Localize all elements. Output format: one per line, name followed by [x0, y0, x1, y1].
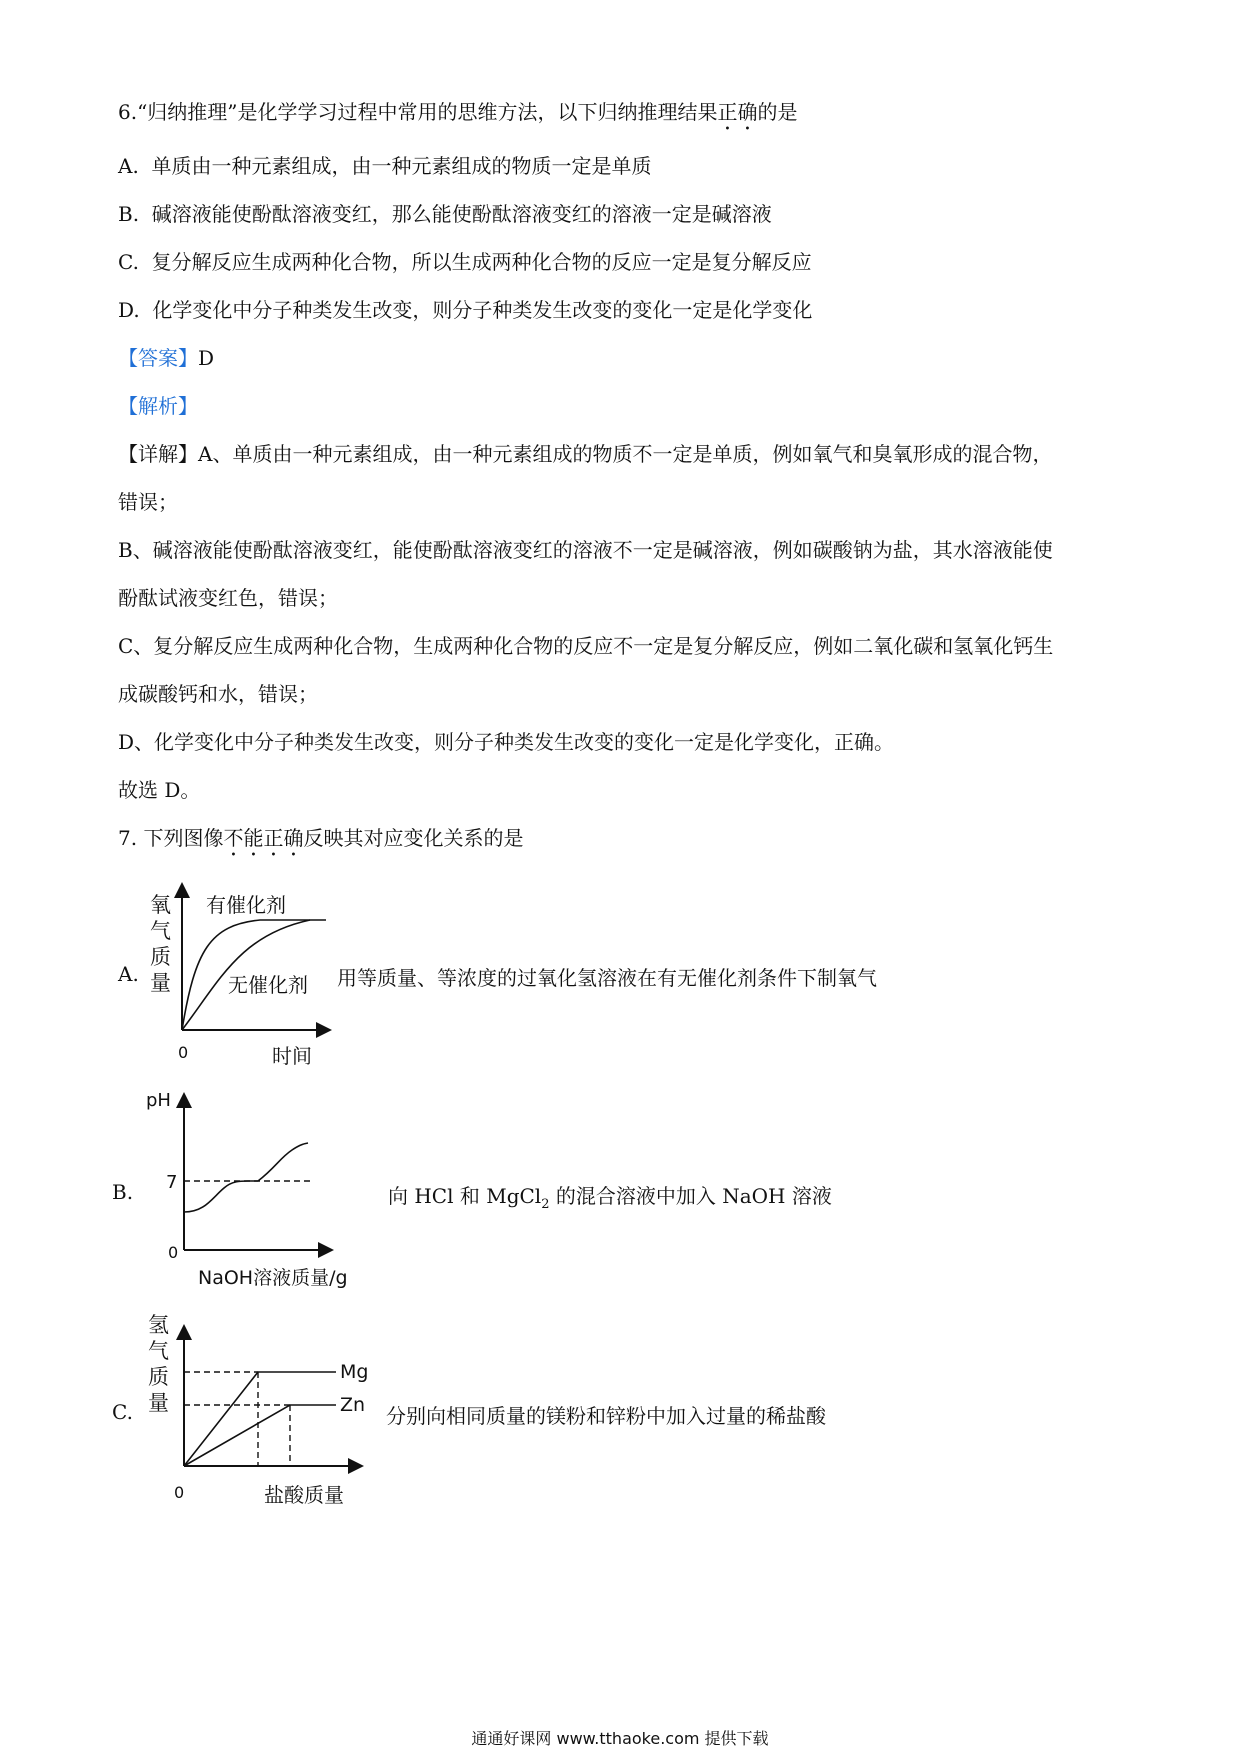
q6-answer: [118, 344, 214, 372]
option-text: 单质由一种元素组成，由一种元素组成的物质一定是单质: [151, 154, 652, 178]
mg-curve: [184, 1372, 336, 1466]
q6-detail-line-1: [118, 440, 1052, 468]
q7-stem-part1: 7. 下列图像: [118, 826, 224, 850]
origin-label: 0: [168, 1243, 179, 1262]
y-label-char-1: 氧: [150, 893, 171, 917]
y-label-char-3: 质: [150, 945, 171, 969]
q6-stem-emphasis: 正确: [717, 100, 758, 124]
detail-text: A、单质由一种元素组成，由一种元素组成的物质不一定是单质，例如氧气和臭氧形成的混合物，: [198, 442, 1053, 466]
y-label-char-2: 气: [148, 1339, 169, 1363]
option-letter: B.: [118, 202, 140, 226]
q7-option-a-letter: A.: [118, 962, 139, 986]
q6-stem: [118, 98, 798, 135]
q7-option-b-graph: [140, 1088, 400, 1288]
q7-stem-part2: 反映其对应变化关系的是: [303, 826, 524, 850]
q7-stem-emphasis: 不能正确: [223, 826, 304, 850]
x-axis-label: 盐酸质量: [264, 1483, 344, 1507]
option-text: 复分解反应生成两种化合物，所以生成两种化合物的反应一定是复分解反应: [151, 250, 812, 274]
y-tick-7: 7: [166, 1172, 178, 1193]
y-label-char-4: 量: [150, 971, 171, 995]
curve-label-catalyst: 有催化剂: [206, 893, 286, 917]
q7-option-c-description: 分别向相同质量的镁粉和锌粉中加入过量的稀盐酸: [386, 1404, 826, 1428]
q7-stem: [118, 824, 523, 861]
curve-label-mg: Mg: [340, 1361, 369, 1383]
page-footer: 通通好课网 www.tthaoke.com 提供下载: [471, 1729, 769, 1748]
option-letter: A.: [118, 154, 139, 178]
origin-label: 0: [178, 1043, 189, 1062]
y-label-char-4: 量: [148, 1391, 169, 1415]
option-letter: C.: [118, 250, 139, 274]
answer-label: 【答案】: [118, 346, 198, 370]
zn-curve: [184, 1405, 336, 1466]
q6-option-d: [118, 296, 812, 324]
y-axis-label: pH: [146, 1090, 171, 1111]
curve-label-zn: Zn: [340, 1394, 366, 1416]
analysis-label: 【解析】: [118, 394, 198, 418]
q6-detail-line-5: C、复分解反应生成两种化合物，生成两种化合物的反应不一定是复分解反应，例如二氧化碳和氢氧化钙生: [118, 634, 1054, 658]
description-part2: 的混合溶液中加入 NaOH 溶液: [549, 1184, 832, 1208]
option-text: 碱溶液能使酚酞溶液变红，那么能使酚酞溶液变红的溶液一定是碱溶液: [151, 202, 772, 226]
q7-option-c-letter: C.: [112, 1400, 133, 1424]
y-label-char-1: 氢: [148, 1313, 169, 1337]
q6-detail-line-6: 成碳酸钙和水，错误；: [118, 682, 318, 706]
q7-option-b-letter: B.: [112, 1180, 134, 1204]
ph-curve: [184, 1143, 308, 1212]
y-label-char-2: 气: [150, 919, 171, 943]
q7-option-a-graph: [140, 880, 340, 1070]
answer-value: D: [198, 346, 215, 370]
q7-option-a-description: 用等质量、等浓度的过氧化氢溶液在有无催化剂条件下制氧气: [337, 966, 877, 990]
option-text: 化学变化中分子种类发生改变，则分子种类发生改变的变化一定是化学变化: [152, 298, 813, 322]
q6-detail-line-2: 错误；: [118, 490, 178, 514]
q6-detail-line-7: D、化学变化中分子种类发生改变，则分子种类发生改变的变化一定是化学变化，正确。: [118, 730, 895, 754]
option-letter: D.: [118, 298, 140, 322]
q6-detail-line-4: 酚酞试液变红色，错误；: [118, 586, 338, 610]
description-part1: 向 HCl 和 MgCl: [388, 1184, 542, 1208]
q6-detail-line-8: 故选 D。: [118, 778, 201, 802]
curve-label-no-catalyst: 无催化剂: [228, 973, 308, 997]
description-subscript: 2: [541, 1197, 550, 1212]
detail-label: 【详解】: [118, 442, 198, 466]
q6-analysis: [118, 392, 198, 420]
q6-detail-line-3: B、碱溶液能使酚酞溶液变红，能使酚酞溶液变红的溶液不一定是碱溶液，例如碳酸钠为盐，其水溶液能使: [118, 538, 1053, 562]
q7-option-c-graph: [140, 1310, 390, 1510]
x-axis-label: NaOH溶液质量/g: [198, 1267, 348, 1288]
q6-option-b: [118, 200, 772, 228]
q6-stem-part2: 的是: [757, 100, 798, 124]
q6-option-c: [118, 248, 812, 276]
q6-stem-part1: 6.“归纳推理”是化学学习过程中常用的思维方法，以下归纳推理结果: [118, 100, 718, 124]
q7-option-b-description: [388, 1180, 832, 1212]
q6-option-a: [118, 152, 652, 180]
origin-label: 0: [174, 1483, 185, 1502]
x-axis-label: 时间: [272, 1044, 312, 1068]
y-label-char-3: 质: [148, 1365, 169, 1389]
